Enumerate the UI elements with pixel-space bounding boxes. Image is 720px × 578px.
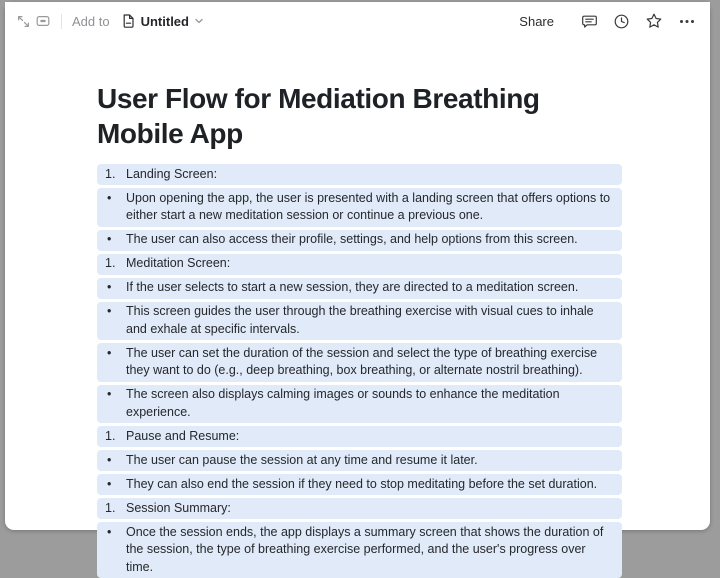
bullet-marker: • <box>107 524 112 539</box>
chevron-down-icon <box>194 16 204 26</box>
list-item-bullet[interactable] <box>97 230 622 251</box>
toolbar-right <box>519 10 698 32</box>
document-blocks <box>97 164 622 578</box>
toolbar <box>5 2 710 40</box>
number-marker: 1. <box>105 500 116 515</box>
document-canvas[interactable] <box>5 40 710 578</box>
toolbar-left <box>14 11 206 31</box>
list-item-numbered[interactable] <box>97 254 622 275</box>
list-item-text: They can also end the session if they need to stop meditating before the set duration. <box>126 476 598 491</box>
list-item-bullet[interactable] <box>97 522 622 578</box>
bullet-marker: • <box>107 232 112 247</box>
history-clock-icon[interactable] <box>611 11 632 32</box>
list-item-numbered[interactable] <box>97 164 622 185</box>
number-marker: 1. <box>105 166 116 181</box>
list-item-text: The user can set the duration of the session and select the type of breathing exercise they want to do (e.g., deep breathing, box breathing, or alternate nostril breathing). <box>126 345 598 378</box>
bullet-marker: • <box>107 476 112 491</box>
list-item-text: This screen guides the user through the breathing exercise with visual cues to inhale and exhale at specific intervals. <box>126 304 594 336</box>
bullet-marker: • <box>107 452 112 467</box>
list-item-bullet[interactable] <box>97 474 622 495</box>
list-item-text: Once the session ends, the app displays a summary screen that shows the duration of the session, the type of breathing exercise performed, and the user's progress over time. <box>126 524 604 574</box>
more-options-icon[interactable] <box>676 11 698 32</box>
list-item-numbered[interactable] <box>97 426 622 447</box>
list-item-text: If the user selects to start a new session, they are directed to a meditation screen. <box>126 280 579 295</box>
toolbar-divider <box>61 14 62 29</box>
list-item-numbered[interactable] <box>97 498 622 519</box>
bullet-marker: • <box>107 304 112 319</box>
list-item-bullet[interactable] <box>97 343 622 382</box>
list-item-bullet[interactable] <box>97 278 622 299</box>
list-item-bullet[interactable] <box>97 385 622 424</box>
list-item-text: The user can pause the session at any time and resume it later. <box>126 452 478 467</box>
list-item-bullet[interactable] <box>97 188 622 227</box>
add-to-label: Add to <box>72 13 110 29</box>
app-window <box>5 2 710 574</box>
list-item-text: Upon opening the app, the user is presented with a landing screen that offers options to either start a new meditation session or continue a previous one. <box>126 190 611 223</box>
list-item-bullet[interactable] <box>97 302 622 341</box>
bullet-marker: • <box>107 280 112 295</box>
bullet-marker: • <box>107 190 112 205</box>
document-icon <box>121 13 136 29</box>
bullet-marker: • <box>107 345 112 360</box>
document-selector[interactable] <box>119 11 206 31</box>
expand-window-icon[interactable] <box>14 12 33 31</box>
list-item-text: Meditation Screen: <box>126 256 231 271</box>
list-item-text: Session Summary: <box>126 500 231 515</box>
list-item-bullet[interactable] <box>97 450 622 471</box>
panel-view-icon[interactable] <box>33 11 53 31</box>
list-item-text: The screen also displays calming images or sounds to enhance the meditation experience. <box>126 387 560 419</box>
list-item-text: The user can also access their profile, settings, and help options from this screen. <box>126 232 578 247</box>
comments-icon[interactable] <box>579 11 600 32</box>
list-item-text: Pause and Resume: <box>126 428 240 443</box>
number-marker: 1. <box>105 256 116 271</box>
share-button[interactable]: Share <box>519 13 554 29</box>
bullet-marker: • <box>107 387 112 402</box>
document-title-label: Untitled <box>140 13 189 29</box>
list-item-text: Landing Screen: <box>126 166 218 181</box>
star-favorite-icon[interactable] <box>643 10 665 32</box>
number-marker: 1. <box>105 428 116 443</box>
page-title[interactable]: User Flow for Mediation Breathing Mobile App <box>97 83 540 149</box>
